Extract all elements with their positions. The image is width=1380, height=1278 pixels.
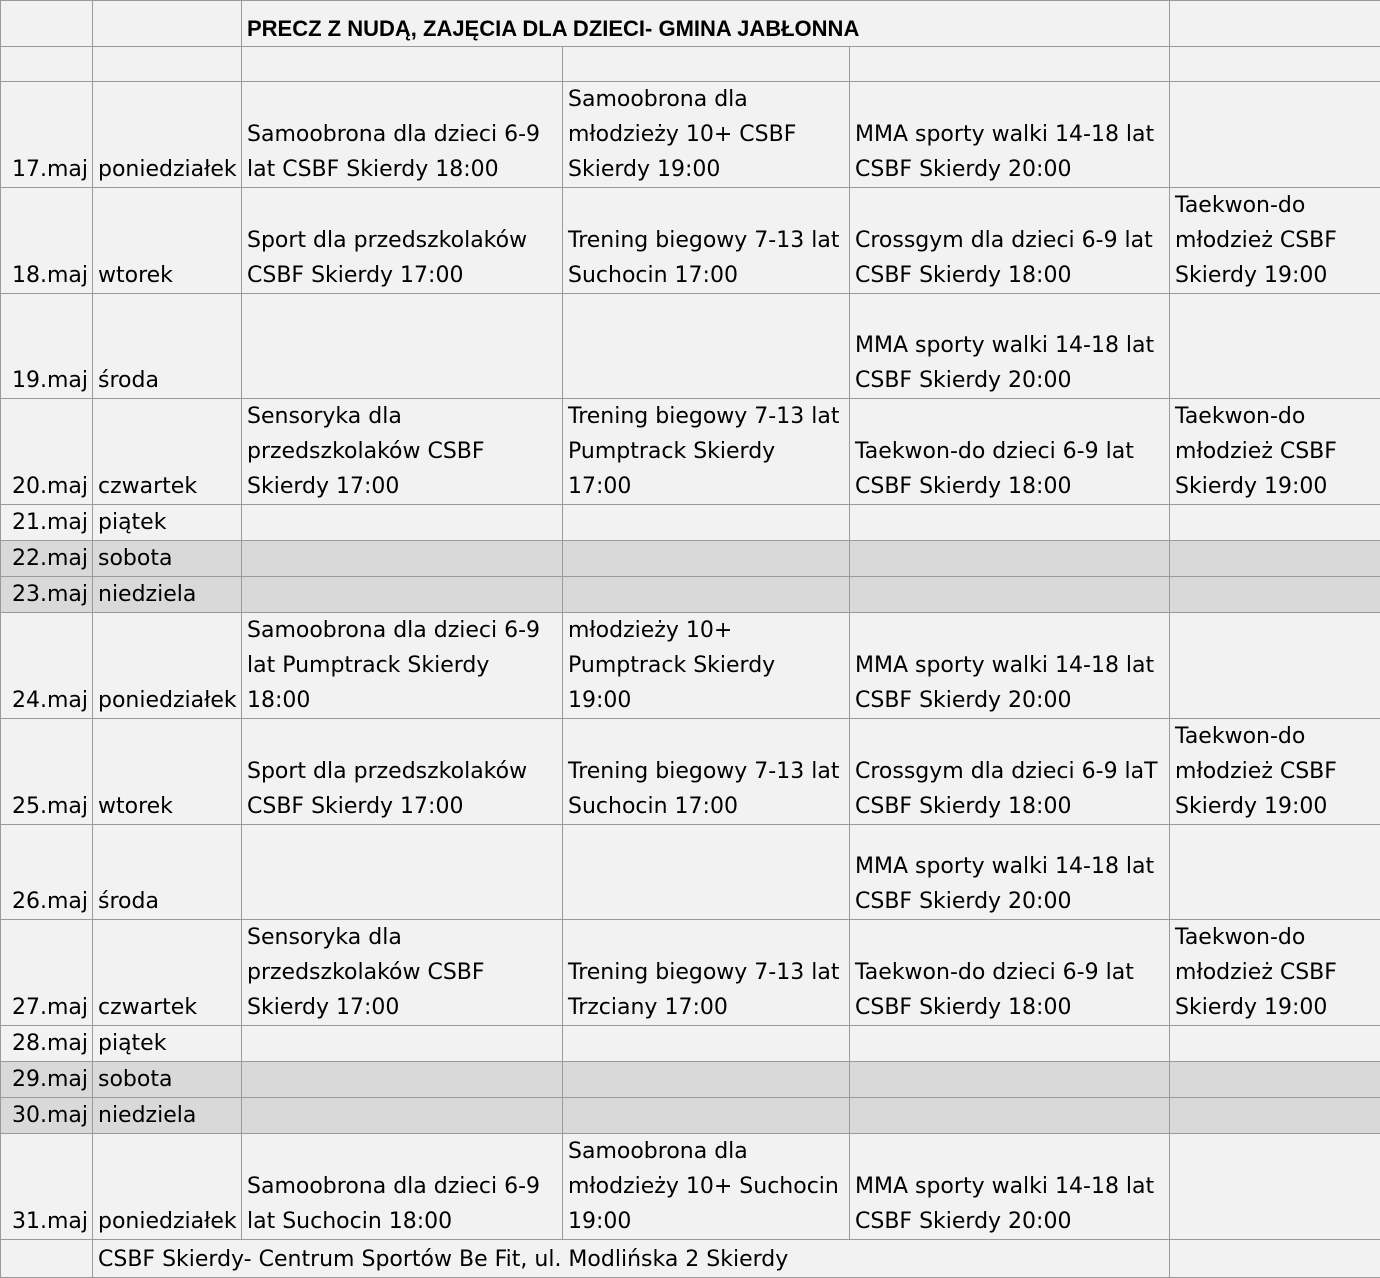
event-trening-biegowy[interactable]: Trening biegowy 7-13 lat Suchocin 17:00 — [563, 188, 850, 294]
cell[interactable] — [850, 541, 1170, 577]
day-cell[interactable]: czwartek — [93, 920, 242, 1026]
cell[interactable] — [1170, 1240, 1380, 1278]
cell[interactable] — [563, 505, 850, 541]
day-cell[interactable]: piątek — [93, 1026, 242, 1062]
date-cell[interactable]: 25.maj — [1, 719, 93, 825]
weekend-row — [1, 541, 1380, 577]
event-crossgym[interactable]: Crossgym dla dzieci 6-9 laT CSBF Skierdy 18:00 — [850, 719, 1170, 825]
table-row — [1, 188, 1380, 294]
cell[interactable] — [242, 541, 563, 577]
event-taekwondo-youth[interactable]: Taekwon-do młodzież CSBF Skierdy 19:00 — [1170, 719, 1380, 825]
cell[interactable] — [242, 1062, 563, 1098]
event-samoobrona-youth[interactable]: Samoobrona dla młodzieży 10+ Suchocin 19:00 — [563, 1134, 850, 1240]
event-mma[interactable]: MMA sporty walki 14-18 lat CSBF Skierdy 20:00 — [850, 825, 1170, 920]
event-mma[interactable]: MMA sporty walki 14-18 lat CSBF Skierdy 20:00 — [850, 294, 1170, 399]
date-cell[interactable]: 30.maj — [1, 1098, 93, 1134]
cell[interactable] — [1170, 505, 1380, 541]
event-taekwondo-kids[interactable]: Taekwon-do dzieci 6-9 lat CSBF Skierdy 18:00 — [850, 399, 1170, 505]
date-cell[interactable]: 31.maj — [1, 1134, 93, 1240]
cell[interactable] — [1170, 1, 1380, 47]
event-samoobrona-kids[interactable]: Samoobrona dla dzieci 6-9 lat Pumptrack Skierdy 18:00 — [242, 613, 563, 719]
cell[interactable] — [850, 1062, 1170, 1098]
cell[interactable] — [242, 47, 563, 82]
event-empty[interactable] — [242, 294, 563, 399]
date-cell[interactable]: 22.maj — [1, 541, 93, 577]
date-cell[interactable]: 21.maj — [1, 505, 93, 541]
cell[interactable] — [93, 1, 242, 47]
event-empty[interactable] — [1170, 294, 1380, 399]
cell[interactable] — [242, 1026, 563, 1062]
sheet-title[interactable]: PRECZ Z NUDĄ, ZAJĘCIA DLA DZIECI- GMINA JABŁONNA — [242, 1, 1170, 47]
event-empty[interactable] — [1170, 825, 1380, 920]
table-row — [1, 1026, 1380, 1062]
title-row — [1, 1, 1380, 47]
cell[interactable] — [1170, 541, 1380, 577]
cell[interactable] — [850, 1098, 1170, 1134]
cell[interactable] — [242, 577, 563, 613]
table-row — [1, 920, 1380, 1026]
cell[interactable] — [563, 577, 850, 613]
event-trening-biegowy[interactable]: Trening biegowy 7-13 lat Suchocin 17:00 — [563, 719, 850, 825]
date-cell[interactable]: 18.maj — [1, 188, 93, 294]
table-row — [1, 82, 1380, 188]
cell[interactable] — [563, 1062, 850, 1098]
event-przedszkolaki[interactable]: Sport dla przedszkolaków CSBF Skierdy 17:00 — [242, 188, 563, 294]
cell[interactable] — [563, 541, 850, 577]
day-cell[interactable]: sobota — [93, 541, 242, 577]
cell[interactable] — [1170, 1026, 1380, 1062]
cell[interactable] — [93, 47, 242, 82]
event-empty[interactable] — [1170, 1134, 1380, 1240]
date-cell[interactable]: 29.maj — [1, 1062, 93, 1098]
event-taekwondo-kids[interactable]: Taekwon-do dzieci 6-9 lat CSBF Skierdy 18:00 — [850, 920, 1170, 1026]
blank-row — [1, 47, 1380, 82]
event-samoobrona-youth[interactable]: Samoobrona dla młodzieży 10+ CSBF Skierdy 19:00 — [563, 82, 850, 188]
event-trening-biegowy[interactable]: Trening biegowy 7-13 lat Trzciany 17:00 — [563, 920, 850, 1026]
date-cell[interactable]: 24.maj — [1, 613, 93, 719]
weekend-row — [1, 577, 1380, 613]
event-taekwondo-youth[interactable]: Taekwon-do młodzież CSBF Skierdy 19:00 — [1170, 188, 1380, 294]
event-mma[interactable]: MMA sporty walki 14-18 lat CSBF Skierdy 20:00 — [850, 1134, 1170, 1240]
event-empty[interactable] — [242, 825, 563, 920]
date-cell[interactable]: 23.maj — [1, 577, 93, 613]
cell[interactable] — [850, 505, 1170, 541]
cell[interactable] — [1170, 577, 1380, 613]
cell[interactable] — [1, 1240, 93, 1278]
event-sensoryka[interactable]: Sensoryka dla przedszkolaków CSBF Skierdy 17:00 — [242, 399, 563, 505]
day-cell[interactable]: niedziela — [93, 577, 242, 613]
day-cell[interactable]: niedziela — [93, 1098, 242, 1134]
cell[interactable] — [563, 1098, 850, 1134]
event-crossgym[interactable]: Crossgym dla dzieci 6-9 lat CSBF Skierdy 18:00 — [850, 188, 1170, 294]
date-cell[interactable]: 28.maj — [1, 1026, 93, 1062]
event-empty[interactable] — [563, 294, 850, 399]
date-cell[interactable]: 19.maj — [1, 294, 93, 399]
event-trening-biegowy[interactable]: Trening biegowy 7-13 lat Pumptrack Skierdy 17:00 — [563, 399, 850, 505]
footer-row — [1, 1240, 1380, 1278]
event-samoobrona-kids[interactable]: Samoobrona dla dzieci 6-9 lat CSBF Skierdy 18:00 — [242, 82, 563, 188]
day-cell[interactable]: czwartek — [93, 399, 242, 505]
footer-note[interactable]: CSBF Skierdy- Centrum Sportów Be Fit, ul. Modlińska 2 Skierdy — [93, 1240, 1170, 1278]
date-cell[interactable]: 17.maj — [1, 82, 93, 188]
event-przedszkolaki[interactable]: Sport dla przedszkolaków CSBF Skierdy 17:00 — [242, 719, 563, 825]
cell[interactable] — [1, 47, 93, 82]
weekend-row — [1, 1062, 1380, 1098]
table-row — [1, 825, 1380, 920]
cell[interactable] — [563, 1026, 850, 1062]
event-taekwondo-youth[interactable]: Taekwon-do młodzież CSBF Skierdy 19:00 — [1170, 399, 1380, 505]
table-row — [1, 294, 1380, 399]
event-empty[interactable] — [1170, 613, 1380, 719]
date-cell[interactable]: 26.maj — [1, 825, 93, 920]
day-cell[interactable]: środa — [93, 294, 242, 399]
day-cell[interactable]: wtorek — [93, 188, 242, 294]
event-samoobrona-youth[interactable]: młodzieży 10+ Pumptrack Skierdy 19:00 — [563, 613, 850, 719]
day-cell[interactable]: sobota — [93, 1062, 242, 1098]
weekend-row — [1, 1098, 1380, 1134]
date-cell[interactable]: 20.maj — [1, 399, 93, 505]
cell[interactable] — [242, 1098, 563, 1134]
cell[interactable] — [563, 47, 850, 82]
table-row — [1, 399, 1380, 505]
day-cell[interactable]: środa — [93, 825, 242, 920]
day-cell[interactable]: wtorek — [93, 719, 242, 825]
cell[interactable] — [1170, 47, 1380, 82]
day-cell[interactable]: piątek — [93, 505, 242, 541]
event-samoobrona-kids[interactable]: Samoobrona dla dzieci 6-9 lat Suchocin 18:00 — [242, 1134, 563, 1240]
day-cell[interactable]: poniedziałek — [93, 613, 242, 719]
event-empty[interactable] — [1170, 82, 1380, 188]
cell[interactable] — [850, 1026, 1170, 1062]
cell[interactable] — [1, 1, 93, 47]
cell[interactable] — [850, 47, 1170, 82]
table-row — [1, 505, 1380, 541]
date-cell[interactable]: 27.maj — [1, 920, 93, 1026]
event-empty[interactable] — [563, 825, 850, 920]
event-mma[interactable]: MMA sporty walki 14-18 lat CSBF Skierdy 20:00 — [850, 82, 1170, 188]
cell[interactable] — [1170, 1062, 1380, 1098]
day-cell[interactable]: poniedziałek — [93, 1134, 242, 1240]
table-row — [1, 719, 1380, 825]
event-taekwondo-youth[interactable]: Taekwon-do młodzież CSBF Skierdy 19:00 — [1170, 920, 1380, 1026]
table-row — [1, 613, 1380, 719]
cell[interactable] — [850, 577, 1170, 613]
table-row — [1, 1134, 1380, 1240]
cell[interactable] — [1170, 1098, 1380, 1134]
event-mma[interactable]: MMA sporty walki 14-18 lat CSBF Skierdy 20:00 — [850, 613, 1170, 719]
cell[interactable] — [242, 505, 563, 541]
event-sensoryka[interactable]: Sensoryka dla przedszkolaków CSBF Skierdy 17:00 — [242, 920, 563, 1026]
day-cell[interactable]: poniedziałek — [93, 82, 242, 188]
